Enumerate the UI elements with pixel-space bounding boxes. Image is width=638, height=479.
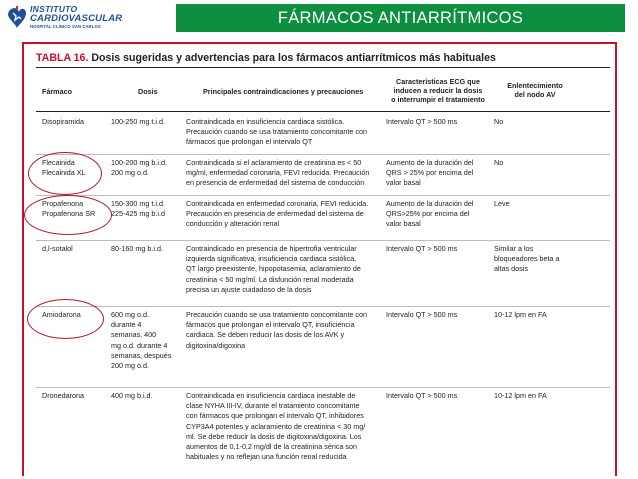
contraindications-cell [186, 310, 367, 351]
dose-cell-line: 100-250 mg t.i.d. [111, 117, 165, 126]
av-node-cell-line: altas dosis [494, 264, 528, 274]
dose-cell-line: 225-425 mg b.i.d [111, 209, 165, 219]
ecg-cell [386, 310, 457, 320]
heart-logo-icon [6, 6, 28, 30]
header-av-line: Enlentecimiento [507, 81, 563, 90]
page-title-banner: FÁRMACOS ANTIARRÍTMICOS [176, 4, 625, 32]
dose-cell-line: 200 mg o.d. [111, 361, 149, 371]
dose-cell-line: 100-200 mg b.i.d. [111, 158, 167, 167]
contraindications-cell-line: Contraindicada en insuficiencia cardiaca sistólica. [186, 117, 345, 126]
drug-cell [42, 391, 84, 401]
ecg-cell-line: QRS > 25% por encima del [386, 168, 474, 178]
dose-cell [111, 199, 165, 219]
row-divider [36, 195, 610, 196]
contraindications-cell [186, 158, 369, 189]
av-node-cell-line: Leve [494, 199, 510, 208]
contraindications-cell-line: mg/ml, enfermedad coronaria, FEVI reducida. Precaución [186, 168, 370, 178]
contraindications-cell-line: izquierda significativa, insuficiencia cardiaca sistólica, [186, 254, 357, 264]
contraindications-cell-line: fármacos que prolongan el intervalo QT [186, 137, 313, 147]
dose-cell-line: 200 mg o.d. [111, 168, 149, 178]
dose-cell-line: 600 mg o.d. [111, 310, 149, 319]
drug-cell-line: Propafenona SR [42, 209, 96, 219]
header-dose: Dosis [138, 87, 158, 96]
ecg-cell [386, 391, 457, 401]
drug-cell-line: Dronedarona [42, 391, 84, 400]
dose-cell [111, 310, 171, 371]
drug-cell-line: Flecainida [42, 158, 75, 167]
table-title [36, 52, 496, 64]
header-drug: Fármaco [42, 87, 72, 96]
av-node-cell-line: 10-12 lpm en FA [494, 391, 547, 400]
av-node-cell [494, 244, 560, 275]
ecg-cell-line: Aumento de la duración del [386, 158, 474, 167]
contraindications-cell-line: cardiaca. Se deben reducir las dosis de los AVK y [186, 330, 345, 340]
drug-cell [42, 244, 73, 254]
drug-cell-line: Disopiramida [42, 117, 84, 126]
ecg-cell-line: Intervalo QT > 500 ms [386, 117, 458, 126]
header-top-rule [36, 67, 610, 68]
contraindications-cell-line: aumentos de 0,1-0,2 mg/dl de la creatinina sérica son [186, 442, 358, 452]
header-ecg-line: o interrumpir el tratamiento [391, 95, 485, 104]
dose-cell-line: semanas, después [111, 350, 172, 360]
logo-line-3: HOSPITAL CLÍNICO SAN CARLOS [30, 24, 101, 29]
contraindications-cell-line: conducción y alteración renal [186, 219, 280, 229]
dose-cell [111, 391, 153, 401]
dose-cell [111, 244, 163, 254]
highlight-circle-amiodarona [27, 299, 104, 339]
contraindications-cell-line: Contraindicada si el aclaramiento de creatinina es < 50 [186, 158, 362, 167]
row-divider [36, 154, 610, 155]
contraindications-cell-line: digitoxina/digoxina [186, 340, 246, 350]
contraindications-cell-line: Contraindicada en enfermedad coronaria, FEVI reducida. [186, 199, 369, 208]
highlight-circle-flecainida [28, 152, 102, 195]
header-ecg [385, 77, 491, 104]
header-ecg-line: inducen a reducir la dosis [393, 86, 483, 95]
contraindications-cell-line: creatinina < 50 mg/ml. La disfunción renal moderada [186, 274, 354, 284]
header-av-line: del nodo AV [514, 90, 556, 99]
contraindications-cell-line: fármacos que prolongan el intervalo QT, insuficiencia [186, 320, 355, 330]
contraindications-cell-line: clase NYHA III-IV, durante el tratamiento concomitante [186, 401, 360, 411]
ecg-cell-line: Intervalo QT > 500 ms [386, 310, 458, 319]
ecg-cell-line: Aumento de la duración del [386, 199, 474, 208]
av-node-cell [494, 310, 547, 320]
av-node-cell-line: Similar a los [494, 244, 534, 253]
av-node-cell-line: 10-12 lpm en FA [494, 310, 547, 319]
contraindications-cell [186, 117, 367, 148]
table-caption: Dosis sugeridas y advertencias para los fármacos antiarrítmicos más habituales [91, 52, 496, 64]
contraindications-cell [186, 244, 361, 295]
av-node-cell [494, 391, 547, 401]
av-node-cell [494, 199, 510, 209]
row-divider [36, 387, 610, 388]
drug-cell-line: Propafenona [42, 199, 84, 208]
ecg-cell-line: valor basal [386, 219, 421, 229]
contraindications-cell-line: ml. Se debe reducir la dosis de digitoxina/digoxina. Los [186, 431, 362, 441]
row-divider [36, 306, 610, 307]
dose-cell-line: semanas, 400 [111, 330, 157, 340]
contraindications-cell-line: Precaución en presencia de enfermedad del sistema de [186, 209, 364, 219]
av-node-cell-line: No [494, 158, 504, 167]
drug-cell [42, 117, 84, 127]
header-bottom-rule [36, 111, 610, 112]
ecg-cell-line: QRS>25% por encima del [386, 209, 470, 219]
contraindications-cell-line: QT largo preexistente, hipopotasemia, aclaramiento de [186, 264, 361, 274]
ecg-cell [386, 158, 474, 189]
ecg-cell [386, 117, 457, 127]
ecg-cell [386, 199, 474, 230]
logo-text [30, 5, 122, 29]
dose-cell-line: mg o.d. durante 4 [111, 340, 168, 350]
dose-cell-line: 150-300 mg t.i.d. [111, 199, 165, 208]
contraindications-cell-line: Precaución cuando se usa tratamiento concomitante con [186, 127, 367, 137]
av-node-cell-line: No [494, 117, 504, 126]
dose-cell [111, 158, 167, 178]
ecg-cell-line: valor basal [386, 178, 421, 188]
contraindications-cell-line: con fármacos que prolongan el intervalo QT, inhibidores [186, 411, 364, 421]
ecg-cell-line: Intervalo QT > 500 ms [386, 391, 458, 400]
header-ecg-line: Características ECG que [396, 77, 480, 86]
contraindications-cell-line: Contraindicado en presencia de hipertrofia ventricular [186, 244, 357, 253]
drug-cell-line: d,l-sotalol [42, 244, 73, 253]
contraindications-cell [186, 199, 368, 230]
dose-cell [111, 117, 165, 127]
dose-cell-line: durante 4 [111, 320, 142, 330]
dose-cell-line: 400 mg b.i.d. [111, 391, 153, 400]
row-divider [36, 240, 610, 241]
contraindications-cell-line: Precaución cuando se usa tratamiento concomitante con [186, 310, 367, 319]
ecg-cell-line: Intervalo QT > 500 ms [386, 244, 458, 253]
drug-cell-line: Amiodarona [42, 310, 81, 319]
contraindications-cell-line: en presencia de enfermedad del sistema de conducción [186, 178, 365, 188]
contraindications-cell-line: habituales y no reflejan una función renal reducida [186, 452, 347, 462]
av-node-cell [494, 117, 503, 127]
contraindications-cell-line: CYP3A4 potentes y aclaramiento de creatinina < 30 mg/ [186, 421, 366, 431]
av-node-cell [494, 158, 503, 168]
av-node-cell-line: bloqueadores beta a [494, 254, 560, 264]
logo-line-1: INSTITUTO [30, 4, 78, 14]
drug-cell-line: Flecainida XL [42, 168, 86, 178]
table-number: TABLA 16. [36, 52, 89, 64]
header-av-node [494, 81, 576, 99]
ecg-cell [386, 244, 457, 254]
header-contraindications: Principales contraindicaciones y precauciones [203, 87, 364, 96]
contraindications-cell [186, 391, 365, 462]
contraindications-cell-line: precisa un ajuste cuidadoso de la dosis [186, 284, 312, 294]
dose-cell-line: 80-160 mg b.i.d. [111, 244, 163, 253]
contraindications-cell-line: Contraindicada en insuficiencia cardiaca inestable de [186, 391, 356, 400]
logo-line-2: CARDIOVASCULAR [30, 12, 123, 24]
highlight-circle-propafenona [24, 195, 112, 235]
institute-logo [6, 4, 156, 34]
